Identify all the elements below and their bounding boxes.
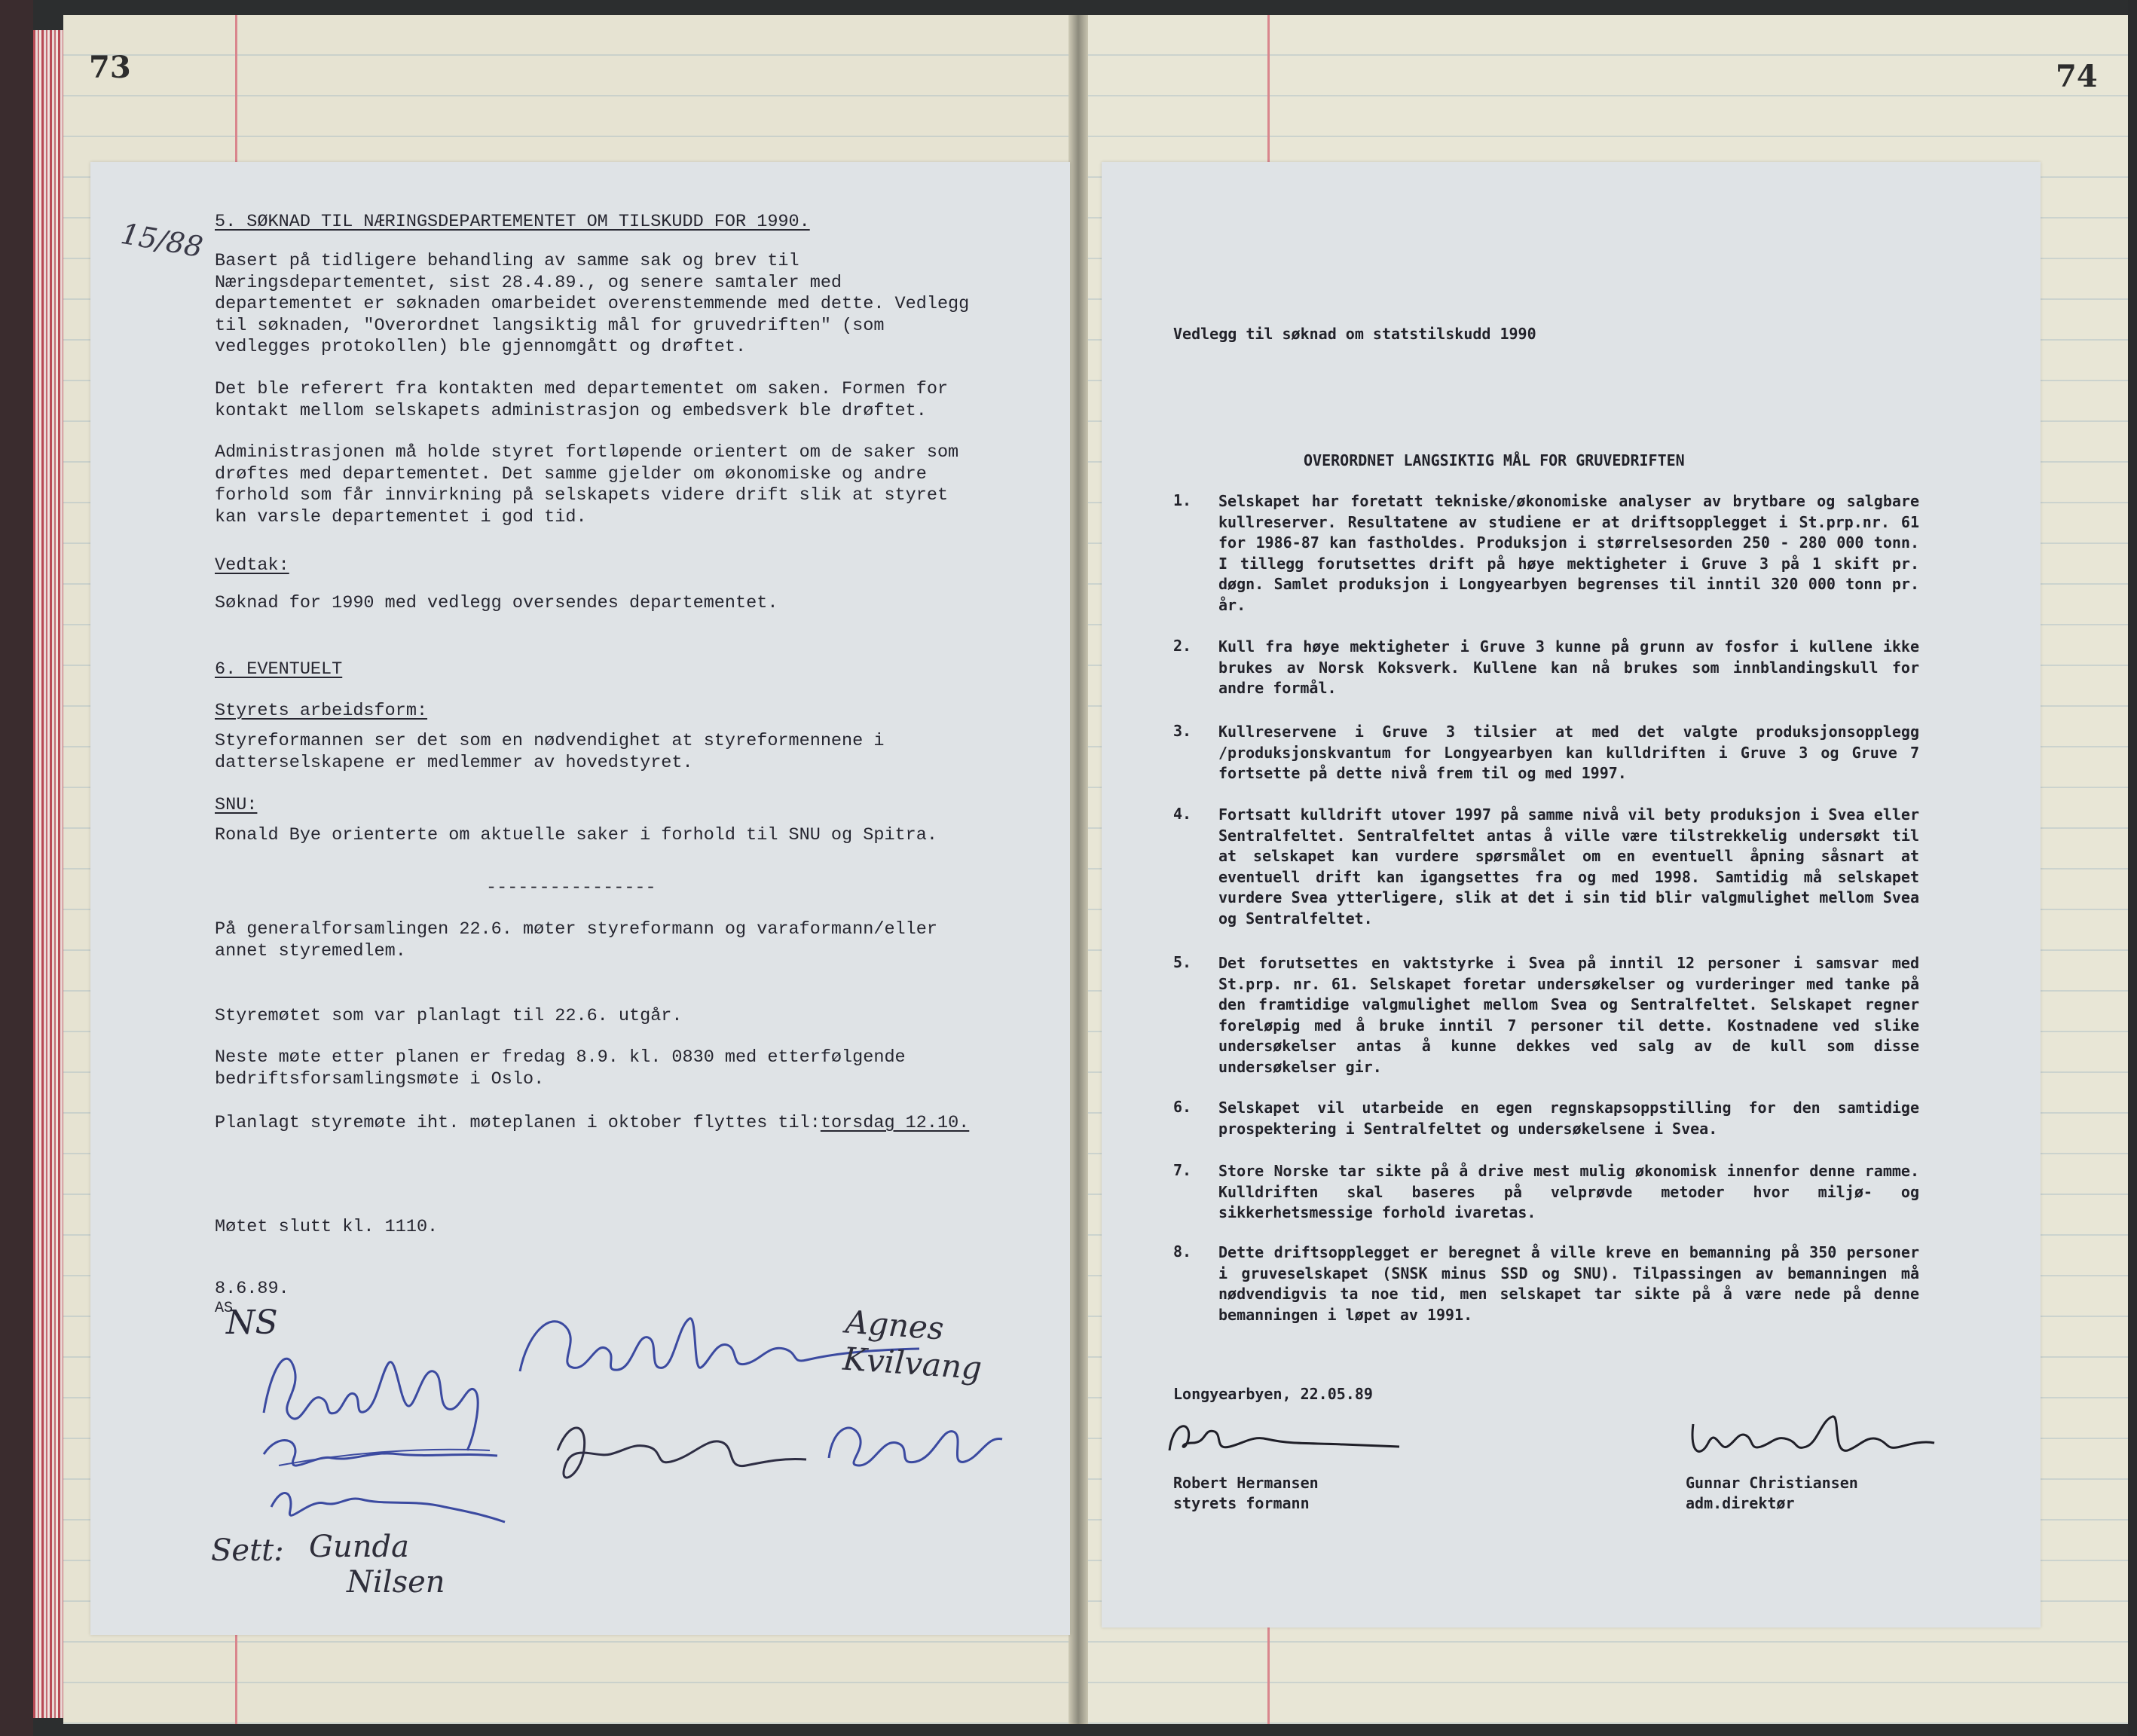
margin-note: 15/88	[118, 216, 206, 264]
arbeidsform-line: Styreformannen ser det som en nødvendighet at styreformennene i	[215, 731, 885, 751]
p3-line: kan varsle departementet i god tid.	[215, 506, 587, 527]
meeting-end-text: Møtet slutt kl. 1110.	[215, 1217, 439, 1237]
item-number: 3.	[1173, 722, 1192, 740]
p2-line: kontakt mellom selskapets administrasjon og embedsverk ble drøftet.	[215, 400, 927, 421]
book-cover-right	[2128, 0, 2137, 1736]
general-paragraph	[215, 919, 1036, 962]
attachment-header: Vedlegg til søknad om statstilskudd 1990	[1173, 325, 1536, 343]
book-gutter	[1068, 15, 1088, 1724]
planlagt-prefix: Planlagt styremøte iht. møteplanen i oktober flyttes til:	[215, 1113, 821, 1133]
right-document-sheet	[1102, 162, 2041, 1628]
item-text: Det forutsettes en vaktstyrke i Svea på inntil 12 personer i samsvar med St.prp. nr. 61. Selskapet foretar undersøkelser og vurderinger med tanke på den framtidige valgmulighet mellom Svea og Sentralfeltet. Selskapet regner foreløpig med å bruke inntil 7 personer til dette. Kostnadene ved slike undersøkelser antas å kunne dekkes ved salg av de kull som disse undersøkelser gir.	[1218, 954, 1919, 1076]
sett-name-line-1: Gunda	[309, 1530, 409, 1564]
paragraph-3	[215, 442, 1036, 528]
p3-line: forhold som får innvirkning på selskapets videre drift slik at styret	[215, 485, 949, 506]
general-line: annet styremedlem.	[215, 940, 406, 961]
paragraph-1	[215, 251, 1036, 359]
page-number-right: 74	[2056, 59, 2098, 94]
page-edges	[33, 30, 63, 1718]
arbeidsform-label: Styrets arbeidsform:	[215, 701, 428, 721]
item-number: 5.	[1173, 953, 1192, 971]
snu-text: Ronald Bye orienterte om aktuelle saker i forhold til SNU og Spitra.	[215, 825, 937, 845]
styremote-text: Styremøtet som var planlagt til 22.6. utgår.	[215, 1006, 683, 1026]
signer-2-title: adm.direktør	[1686, 1494, 1795, 1512]
planlagt-text	[215, 1113, 969, 1133]
item-text: Selskapet har foretatt tekniske/økonomiske analyser av brytbare og salgbare kullreserver. Resultatene av studiene er at driftsopplegget i St.prp.nr. 61 for 1986-87 kan fastholdes. Produksjon i størrelsesorden 250 - 280 000 tonn. I tillegg forutsettes drift på høye mektigheter i Gruve 3 på 1 skift pr. døgn. Samlet produksjon i Longyearbyen begrenses til inntil 320 000 tonn pr. år.	[1218, 492, 1919, 614]
book-cover-left	[0, 0, 33, 1736]
heading-section-5: 5. SØKNAD TIL NÆRINGSDEPARTEMENTET OM TILSKUDD FOR 1990.	[215, 212, 810, 232]
minutes-initials: AS	[215, 1300, 234, 1317]
p1-line: til søknaden, "Overordnet langsiktig mål for gruvedriften" (som	[215, 315, 885, 336]
attachment-title: OVERORDNET LANGSIKTIG MÅL FOR GRUVEDRIFTEN	[1304, 451, 1685, 469]
item-number: 2.	[1173, 637, 1192, 655]
planlagt-date: torsdag 12.10.	[820, 1113, 970, 1133]
signature-ole-hagensen	[249, 1424, 520, 1537]
signer-1-name: Robert Hermansen	[1173, 1474, 1319, 1492]
item-number: 1.	[1173, 491, 1192, 509]
item-text: Dette driftsopplegget er beregnet å ville kreve en bemanning på 350 personer i gruveselskapet (SNSK minus SSD og SNU). Tilpassingen av bemanningen må nødvendigvis ta noe tid, men selskapet tar sikte på å være nede på denne bemanningen i løpet av 1991.	[1218, 1243, 1919, 1324]
item-number: 6.	[1173, 1098, 1192, 1116]
separator-line: ----------------	[486, 878, 656, 898]
p3-line: drøftes med departementet. Det samme gjelder om økonomiske og andre	[215, 463, 927, 484]
item-number: 4.	[1173, 805, 1192, 823]
sett-name-line-2: Nilsen	[347, 1565, 445, 1600]
arbeidsform-line: datterselskapene er medlemmer av hovedstyret.	[215, 752, 693, 773]
vedtak-label: Vedtak:	[215, 555, 289, 576]
p1-line: Basert på tidligere behandling av samme sak og brev til	[215, 251, 799, 271]
p1-line: departementet er søknaden omarbeidet overenstemmende med dette. Vedlegg	[215, 294, 970, 314]
place-date: Longyearbyen, 22.05.89	[1173, 1385, 1373, 1403]
heading-section-6: 6. EVENTUELT	[215, 659, 343, 680]
left-document-sheet	[90, 162, 1070, 1635]
p1-line: vedlegges protokollen) ble gjennomgått og drøftet.	[215, 337, 747, 357]
item-text: Kull fra høye mektigheter i Gruve 3 kunne på grunn av fosfor i kullene ikke brukes av Norsk Koksverk. Kullene kan nå brukes som innblandingskull for andre formål.	[1218, 637, 1919, 697]
signature-ole-fornes-and-esther-kostol	[543, 1405, 1010, 1496]
sett-label: Sett:	[211, 1533, 284, 1568]
p3-line: Administrasjonen må holde styret fortløpende orientert om de saker som	[215, 442, 959, 463]
item-text: Selskapet vil utarbeide en egen regnskapsoppstilling for den samtidige prospektering i Sentralfeltet og undersøkelsene i Svea.	[1218, 1099, 1919, 1138]
item-number: 8.	[1173, 1242, 1192, 1261]
signature-robert-hermansen-typed	[1162, 1413, 1403, 1466]
item-text: Fortsatt kulldrift utover 1997 på samme nivå vil bety produksjon i Svea eller Sentralfeltet. Sentralfeltet antas å ville være tilstrekkelig undersøkt til at selskapet kan vurdere spørsmålet om en eventuell åpning såsnart at eventuell drift kan igangsettes fra og med 1998. Samtidig må selskapet vurdere Svea ytterligere, slik at det i sin tid blir valgmulighet mellom Svea og Sentralfeltet.	[1218, 805, 1919, 928]
general-line: På generalforsamlingen 22.6. møter styreformann og varaformann/eller	[215, 919, 937, 940]
item-text: Kullreservene i Gruve 3 tilsier at med det valgte produksjonsopplegg /produksjonskvantum for Longyearbyen kan kulldriften i Gruve 3 og Gruve 7 fortsette på dette nivå frem til og med 1997.	[1218, 723, 1919, 782]
signature-gunnar-christiansen	[1686, 1409, 1942, 1469]
arbeidsform-text	[215, 731, 1036, 774]
neste-paragraph	[215, 1047, 1036, 1090]
minutes-date: 8.6.89.	[215, 1279, 289, 1299]
vedtak-text: Søknad for 1990 med vedlegg oversendes departementet.	[215, 593, 778, 613]
p1-line: Næringsdepartementet, sist 28.4.89., og senere samtaler med	[215, 272, 842, 293]
item-text: Store Norske tar sikte på å drive mest mulig økonomisk innenfor denne ramme. Kulldriften skal baseres på velprøvde metoder hvor miljø- og sikkerhetsmessige forhold ivaretas.	[1218, 1162, 1919, 1221]
item-number: 7.	[1173, 1161, 1192, 1179]
signature-agnes-kvilvang: Agnes Kvilvang	[841, 1303, 983, 1387]
page-number-left: 73	[89, 50, 131, 85]
p2-line: Det ble referert fra kontakten med departementet om saken. Formen for	[215, 379, 949, 399]
snu-label: SNU:	[215, 795, 258, 815]
paragraph-2	[215, 379, 1036, 422]
handwritten-initials: NS	[226, 1304, 278, 1342]
neste-line: Neste møte etter planen er fredag 8.9. kl. 0830 med etterfølgende	[215, 1047, 906, 1068]
neste-line: bedriftsforsamlingsmøte i Oslo.	[215, 1068, 545, 1090]
signer-1-title: styrets formann	[1173, 1494, 1310, 1512]
signer-2-name: Gunnar Christiansen	[1686, 1474, 1858, 1492]
